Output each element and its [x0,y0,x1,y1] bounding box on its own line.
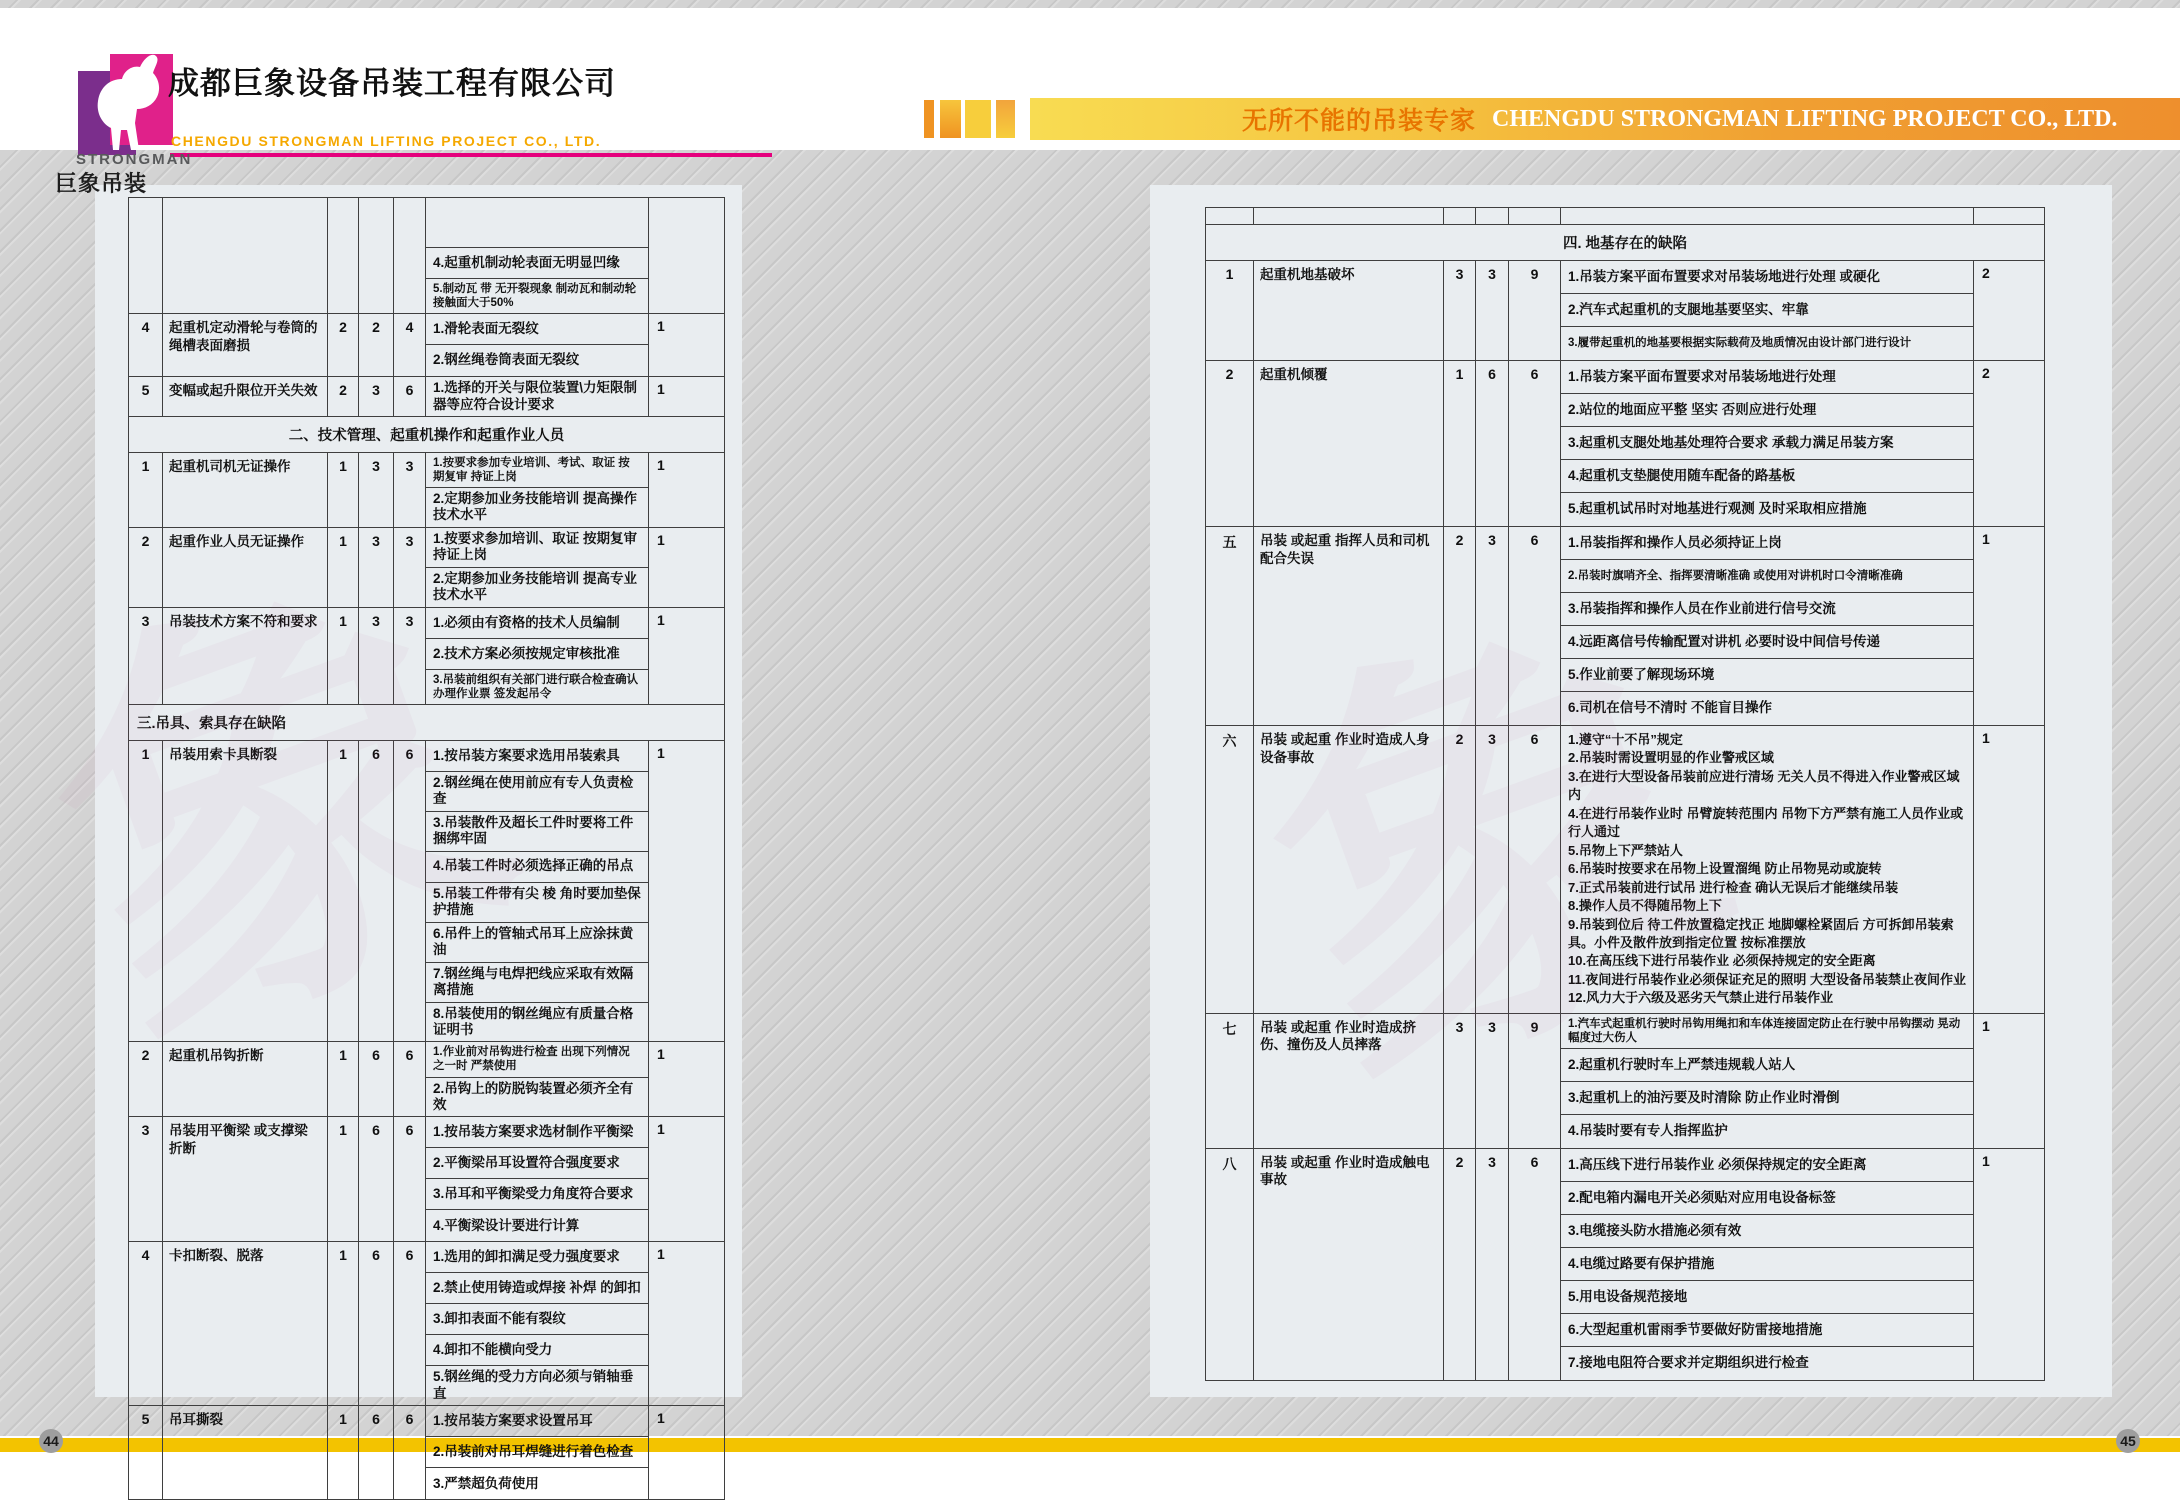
risk-desc-cell: 卡扣断裂、脱落 [163,1242,328,1405]
row-number-cell [1206,208,1254,224]
measure-line: 4.在进行吊装作业时 吊臂旋转范围内 吊物下方严禁有施工人员作业或行人通过 [1568,805,1964,840]
table-row [129,1406,724,1499]
measures-cell [426,608,649,704]
row-number-cell: 5 [129,1406,163,1499]
measure-line: 3.在进行大型设备吊装前应进行清场 无关人员不得进入作业警戒区域内 [1568,768,1960,803]
measures-cell [1561,527,1974,725]
result-cell: 2 [1982,365,1990,381]
measure-cell: 2.起重机行驶时车上严禁违规载人站人 [1561,1049,1973,1082]
section-label: 三.吊具、索具存在缺陷 [137,715,287,732]
measure-cell: 7.钢丝绳与电焊把线应采取有效隔离措施 [426,963,648,1003]
measure-cell: 8.吊装使用的钢丝绳应有质量合格证明书 [433,1005,634,1037]
table-row [129,314,724,377]
measure-cell: 4.卸扣不能横向受力 [426,1335,648,1366]
table-row [129,741,724,1043]
l-value-cell: 1 [328,741,359,1042]
l-value-cell: 1 [328,608,359,704]
page-number-left: 44 [39,1429,63,1453]
risk-desc-cell: 起重机吊钩折断 [163,1042,328,1116]
top-edge-stripe [0,0,2180,8]
e-value-cell: 3 [1476,1014,1509,1148]
row-number-cell: 五 [1206,527,1254,725]
measures-cell [426,453,649,527]
l-value-cell [328,198,359,313]
measure-cell: 2.吊钩上的防脱钩装置必须齐全有效 [433,1080,634,1112]
measure-cell: 2.站位的地面应平整 坚实 否则应进行处理 [1561,394,1973,427]
measure-cell: 1.按要求参加培训、取证 按期复审 持证上岗 [426,528,648,568]
brochure-left-page [95,185,742,1491]
measure-cell: 1.吊装指挥和操作人员必须持证上岗 [1561,527,1973,560]
measure-cell: 3.电缆接头防水措施必须有效 [1561,1215,1973,1248]
measure-cell: 6.大型起重机雷雨季节要做好防雷接地措施 [1561,1314,1973,1347]
company-name-cn: 成都巨象设备吊装工程有限公司 [168,66,616,101]
row-number-cell [129,198,163,313]
r-value-cell: 6 [1509,1149,1561,1380]
section-header-row [129,417,724,453]
table-row [129,528,724,608]
result-cell: 1 [1982,1152,1990,1169]
measure-cell: 2.汽车式起重机的支腿地基要坚实、牢靠 [1561,294,1973,327]
risk-desc-cell: 吊装 或起重 作业时造成挤伤、撞伤及人员摔落 [1254,1014,1444,1148]
l-value-cell: 3 [1444,261,1476,360]
l-value-cell: 1 [1444,361,1476,526]
measure-cell: 5.用电设备规范接地 [1561,1281,1973,1314]
brochure-right-page [1150,185,2112,1397]
measure-line: 11.夜间进行吊装作业必须保证充足的照明 大型设备吊装禁止夜间作业 [1568,971,1966,987]
risk-desc-cell: 吊装 或起重 作业时造成人身设备事故 [1254,726,1444,1013]
r-value-cell: 4 [394,314,426,376]
r-value-cell: 3 [394,453,426,527]
result-cell: 2 [1982,265,1990,281]
result-cell: 1 [1982,730,1990,746]
row-number-cell: 七 [1206,1014,1254,1148]
row-number-cell: 4 [129,1242,163,1405]
row-number-cell: 4 [129,314,163,376]
measures-cell [426,198,649,313]
measure-line: 2.吊装时需设置明显的作业警戒区域 [1568,750,1774,766]
e-value-cell: 3 [1476,726,1509,1013]
table-row [1206,261,2044,361]
l-value-cell: 2 [1444,1149,1476,1380]
measure-cell: 4.电缆过路要有保护措施 [1561,1248,1973,1281]
risk-desc-cell: 变幅或起升限位开关失效 [163,377,328,416]
measure-cell: 2.定期参加业务技能培训 提高操作技术水平 [433,491,638,523]
measure-cell [1561,208,1973,224]
measures-cell [1561,1014,1974,1148]
measure-cell: 2.禁止使用铸造或焊接 补焊 的卸扣 [426,1273,648,1304]
row-number-cell: 3 [129,608,163,704]
section-header-row [129,705,724,741]
r-value-cell: 6 [394,1117,426,1241]
e-value-cell: 6 [359,1117,394,1241]
elephant-icon [75,48,177,160]
measure-cell: 4.起重机支垫腿使用随车配备的路基板 [1561,460,1973,493]
measure-block [1561,726,1973,1013]
r-value-cell: 6 [394,1406,426,1499]
row-number-cell: 2 [1206,361,1254,526]
page-number-right: 45 [2116,1429,2140,1453]
measures-cell [1561,361,1974,526]
row-number-cell: 1 [129,741,163,1042]
table-row [1206,527,2044,726]
section-label: 二、技术管理、起重机操作和起重作业人员 [288,427,565,444]
l-value-cell: 1 [328,1242,359,1405]
measure-cell: 2.吊装前对吊耳焊缝进行着色检查 [426,1437,648,1468]
risk-desc-cell: 吊装用平衡梁 或支撑梁 折断 [163,1117,328,1241]
measure-cell: 1.按吊装方案要求选材制作平衡梁 [426,1117,648,1148]
row-number-cell: 1 [129,453,163,527]
result-cell: 1 [657,611,665,628]
e-value-cell: 6 [359,741,394,1042]
measure-cell: 2.平衡梁吊耳设置符合强度要求 [426,1148,648,1179]
measure-cell: 1.按吊装方案要求选用吊装索具 [426,741,648,772]
banner-square-2 [940,100,961,138]
measure-cell: 4.平衡梁设计要进行计算 [433,1217,580,1233]
e-value-cell: 6 [359,1406,394,1499]
measure-cell: 2.配电箱内漏电开关必须贴对应用电设备标签 [1561,1182,1973,1215]
measure-cell: 5.钢丝绳的受力方向必须与销轴垂直 [433,1369,634,1401]
measure-cell: 1.按要求参加专业培训、考试、取证 按期复审 持证上岗 [426,453,648,488]
measure-cell: 3.吊装前组织有关部门进行联合检查确认 办理作业票 签发起吊令 [433,673,639,700]
e-value-cell: 6 [359,1242,394,1405]
risk-table-right [1205,207,2045,1381]
measures-cell [1561,208,1974,224]
row-number-cell: 1 [1206,261,1254,360]
risk-desc-cell: 吊装 或起重 指挥人员和司机配合失误 [1254,527,1444,725]
table-row [1206,1149,2044,1380]
row-number-cell: 2 [129,1042,163,1116]
table-row [129,453,724,528]
measures-cell [1561,261,1974,360]
measure-cell: 3.严禁超负荷使用 [433,1475,539,1491]
r-value-cell: 6 [1509,527,1561,725]
r-value-cell: 3 [394,608,426,704]
measures-cell [426,377,649,416]
risk-desc-cell: 吊耳撕裂 [163,1406,328,1499]
result-cell: 1 [657,531,665,548]
measure-cell: 5.吊装工件带有尖 棱 角时要加垫保护措施 [426,883,648,923]
r-value-cell: 6 [1509,361,1561,526]
measures-cell [426,314,649,376]
l-value-cell: 3 [1444,1014,1476,1148]
measure-cell: 3.吊装指挥和操作人员在作业前进行信号交流 [1561,593,1973,626]
table-row [129,198,724,314]
result-cell: 1 [657,1246,665,1263]
measure-cell: 6.司机在信号不清时 不能盲目操作 [1568,700,1773,716]
table-row [129,1242,724,1406]
company-logo [75,48,177,160]
measure-cell: 1.按吊装方案要求设置吊耳 [426,1406,648,1437]
e-value-cell [359,198,394,313]
measure-cell: 5.制动瓦 带 无开裂现象 制动瓦和制动轮接触面大于50% [433,283,637,310]
risk-desc-cell [1254,208,1444,224]
measure-cell: 4.吊装时要有专人指挥监护 [1568,1123,1728,1139]
measure-cell: 1.作业前对吊钩进行检查 出现下列情况之一时 严禁使用 [426,1042,648,1077]
section-header-row [1206,225,2044,261]
measure-cell: 3.起重机上的油污要及时清除 防止作业时滑倒 [1561,1082,1973,1115]
row-number-cell: 八 [1206,1149,1254,1380]
risk-desc-cell: 吊装技术方案不符和要求 [163,608,328,704]
table-row [129,377,724,417]
measure-cell: 6.吊件上的管轴式吊耳上应涂抹黄油 [426,923,648,963]
measures-cell [426,1117,649,1241]
measure-line: 10.在高压线下进行吊装作业 必须保持规定的安全距离 [1568,953,1876,969]
measure-cell: 2.定期参加业务技能培训 提高专业技术水平 [433,570,638,603]
measures-cell [426,1042,649,1116]
r-value-cell: 6 [394,1242,426,1405]
risk-desc-cell [163,198,328,313]
measure-line: 12.风力大于六级及恶劣天气禁止进行吊装作业 [1568,990,1834,1006]
risk-desc-cell: 起重机司机无证操作 [163,453,328,527]
result-cell: 1 [657,1046,665,1063]
risk-desc-cell: 吊装用索卡具断裂 [163,741,328,1042]
measure-cell: 3.卸扣表面不能有裂纹 [426,1304,648,1335]
measure-cell: 5.起重机试吊时对地基进行观测 及时采取相应措施 [1568,501,1867,517]
l-value-cell: 1 [328,1406,359,1499]
l-value-cell: 1 [328,453,359,527]
l-value-cell: 1 [328,1042,359,1116]
table-row [129,1117,724,1242]
result-cell: 1 [657,381,665,398]
l-value-cell: 2 [1444,527,1476,725]
measures-cell [426,528,649,607]
e-value-cell: 6 [1476,361,1509,526]
e-value-cell: 3 [1476,261,1509,360]
risk-desc-cell: 起重机定动滑轮与卷筒的绳槽表面磨损 [163,314,328,376]
result-cell: 1 [657,1121,665,1138]
banner-square-1 [924,100,934,138]
magenta-underline [170,153,772,157]
table-row [1206,1014,2044,1149]
measure-line: 7.正式吊装前进行试吊 进行检查 确认无误后才能继续吊装 [1568,879,1899,895]
result-cell [649,198,724,313]
measures-cell [1561,1149,1974,1380]
measure-cell: 7.接地电阻符合要求并定期组织进行检查 [1568,1355,1809,1371]
l-value-cell [1444,208,1476,224]
measure-cell: 2.技术方案必须按规定审核批准 [426,639,648,670]
l-value-cell: 2 [1444,726,1476,1013]
measure-cell: 1.滑轮表面无裂纹 [426,314,648,345]
measures-cell [426,1406,649,1499]
table-row [129,608,724,705]
r-value-cell: 9 [1509,261,1561,360]
company-name-en: CHENGDU STRONGMAN LIFTING PROJECT CO., LTD. [171,133,602,149]
logo-caption-en: STRONGMAN [76,151,193,168]
result-cell: 1 [657,456,665,473]
measure-cell: 3.履带起重机的地基要根据实际载荷及地质情况由设计部门进行设计 [1568,337,1912,350]
risk-desc-cell: 起重机地基破坏 [1254,261,1444,360]
measure-line: 6.吊装时按要求在吊物上设置溜绳 防止吊物晃动或旋转 [1568,861,1882,877]
banner-company-en: CHENGDU STRONGMAN LIFTING PROJECT CO., LTD. [1492,105,2118,132]
r-value-cell: 6 [394,377,426,416]
e-value-cell: 3 [359,377,394,416]
measures-cell [426,1242,649,1405]
r-value-cell: 6 [394,741,426,1042]
measure-cell: 1.选用的卸扣满足受力强度要求 [426,1242,648,1273]
measure-cell: 1.必须由有资格的技术人员编制 [426,608,648,639]
row-number-cell: 3 [129,1117,163,1241]
row-number-cell: 5 [129,377,163,416]
measures-cell [426,741,649,1042]
measure-cell: 1.吊装方案平面布置要求对吊装场地进行处理 或硬化 [1561,261,1973,294]
result-cell [1974,208,2044,224]
l-value-cell: 1 [328,528,359,607]
l-value-cell: 2 [328,314,359,376]
e-value-cell: 3 [359,608,394,704]
result-cell: 1 [1982,1017,1990,1034]
table-row [129,1042,724,1117]
r-value-cell [1509,208,1561,224]
measure-cell: 1.高压线下进行吊装作业 必须保持规定的安全距离 [1561,1149,1973,1182]
e-value-cell: 3 [359,453,394,527]
measure-cell: 2.钢丝绳卷筒表面无裂纹 [433,352,580,368]
r-value-cell [394,198,426,313]
measure-cell: 3.起重机支腿处地基处理符合要求 承载力满足吊装方案 [1561,427,1973,460]
risk-desc-cell: 吊装 或起重 作业时造成触电事故 [1254,1149,1444,1380]
measure-cell: 5.作业前要了解现场环境 [1561,659,1973,692]
r-value-cell: 6 [394,1042,426,1116]
result-cell: 1 [657,1410,665,1427]
e-value-cell: 2 [359,314,394,376]
e-value-cell [1476,208,1509,224]
e-value-cell: 3 [359,528,394,607]
header-banner [1030,98,2180,140]
table-row [1206,208,2044,225]
row-number-cell: 2 [129,528,163,607]
measure-cell: 2.吊装时旗哨齐全、指挥要清晰准确 或使用对讲机时口令清晰准确 [1561,560,1973,593]
banner-square-3 [965,100,991,138]
table-row [1206,726,2044,1014]
row-number-cell: 六 [1206,726,1254,1013]
r-value-cell: 6 [1509,726,1561,1013]
logo-caption-cn: 巨象吊装 [55,171,148,196]
measure-line: 8.操作人员不得随吊物上下 [1568,898,1722,914]
measure-cell: 4.吊装工件时必须选择正确的吊点 [426,852,648,883]
r-value-cell: 3 [394,528,426,607]
l-value-cell: 1 [328,1117,359,1241]
banner-square-4 [996,100,1015,138]
risk-desc-cell: 起重机倾覆 [1254,361,1444,526]
measure-cell: 1.选择的开关与限位装置\力矩限制器等应符合设计要求 [433,380,638,412]
result-cell: 1 [657,318,665,335]
table-row [1206,361,2044,527]
measure-cell: 4.远距离信号传输配置对讲机 必要时设中间信号传递 [1561,626,1973,659]
measure-line: 9.吊装到位后 待工件放置稳定找正 地脚螺栓紧固后 方可拆卸吊装索具。小件及散件放到指定位置 按标准摆放 [1568,916,1954,950]
risk-table-left [128,197,725,1500]
r-value-cell: 9 [1509,1014,1561,1148]
measure-cell: 1.吊装方案平面布置要求对吊装场地进行处理 [1561,361,1973,394]
measure-cell: 3.吊耳和平衡梁受力角度符合要求 [426,1179,648,1210]
measure-cell: 4.起重机制动轮表面无明显凹缘 [426,248,648,279]
banner-slogan: 无所不能的吊装专家 [1242,107,1477,135]
e-value-cell: 6 [359,1042,394,1116]
e-value-cell: 3 [1476,1149,1509,1380]
measure-cell: 2.钢丝绳在使用前应有专人负责检查 [426,772,648,812]
result-cell: 1 [1982,531,1990,547]
measure-cell: 3.吊装散件及超长工件时要将工件捆绑牢固 [426,812,648,852]
section-label: 四. 地基存在的缺陷 [1562,236,1688,252]
measure-cell: 1.汽车式起重机行驶时吊钩用绳扣和车体连接固定防止在行驶中吊钩摆动 晃动幅度过大伤人 [1561,1014,1973,1049]
l-value-cell: 2 [328,377,359,416]
e-value-cell: 3 [1476,527,1509,725]
measure-cell [426,198,648,248]
risk-desc-cell: 起重作业人员无证操作 [163,528,328,607]
measure-line: 5.吊物上下严禁站人 [1568,842,1683,858]
measures-cell [1561,726,1974,1013]
measure-line: 1.遵守“十不吊”规定 [1568,732,1683,747]
result-cell: 1 [657,744,665,761]
